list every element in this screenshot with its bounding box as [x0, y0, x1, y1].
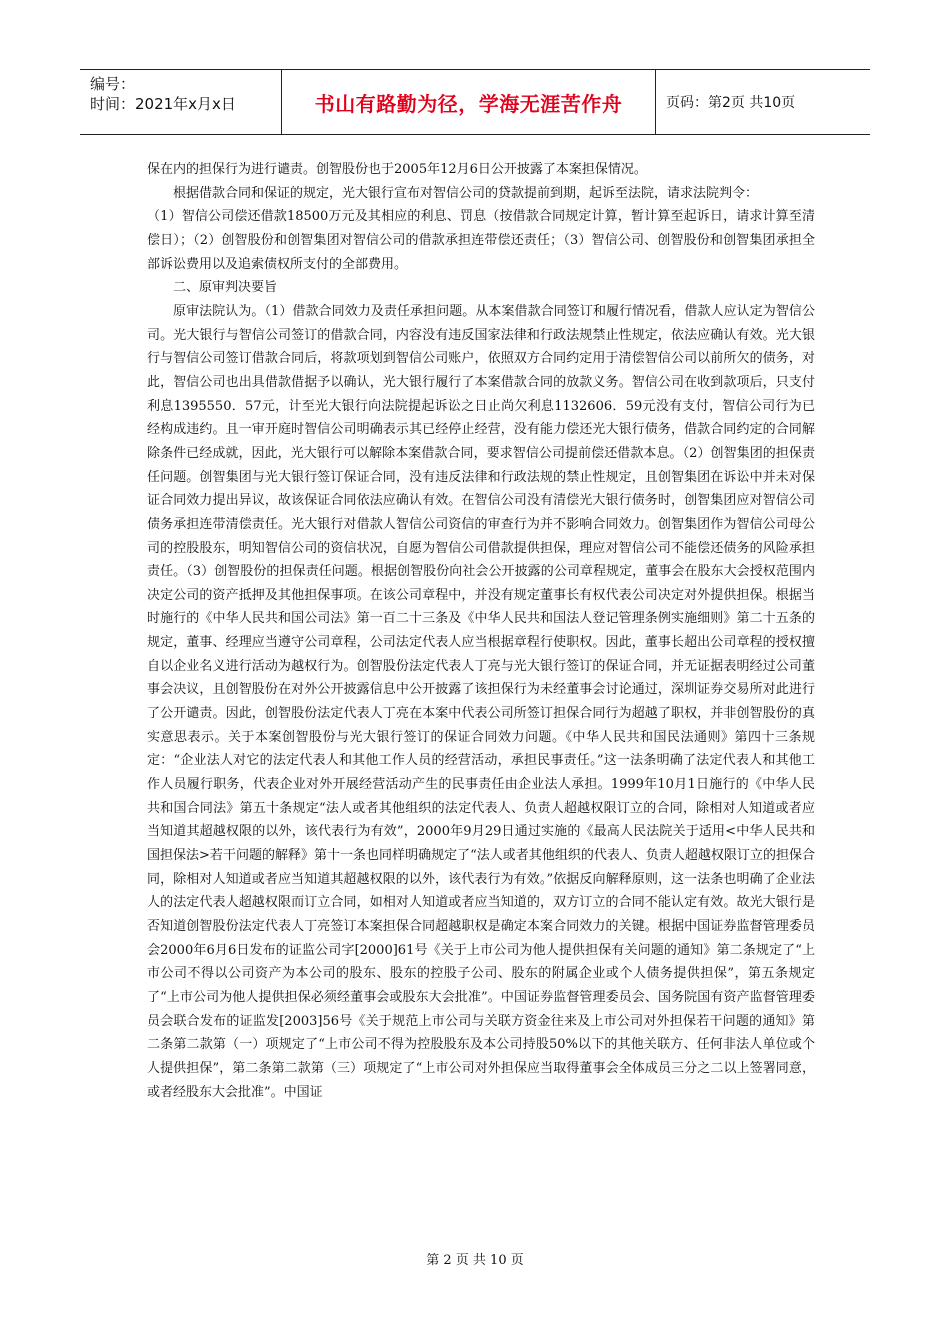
paragraph-claims: （1）智信公司偿还借款18500万元及其相应的利息、罚息（按借款合同规定计算，暂计算至起诉日，请求计算至清偿日）；（2）创智股份和创智集团对智信公司的借款承担连带偿还责任；（3）智信公司、创智股份和创智集团承担全部诉讼费用以及追索债权所支付的全部费用。 [147, 209, 815, 272]
header-motto: 书山有路勤为径，学海无涯苦作舟 [282, 70, 656, 134]
number-label: 编号： [90, 75, 136, 93]
page-footer: 第 2 页 共 10 页 [426, 1253, 524, 1268]
document-body [147, 158, 815, 1104]
section-heading: 二、原审判决要旨 [173, 280, 278, 296]
paragraph-claim-intro: 根据借款合同和保证的规定，光大银行宣布对智信公司的贷款提前到期，起诉至法院，请求法院判令： [173, 185, 759, 201]
page-header [80, 69, 870, 135]
header-page-info: 页码：第2页 共10页 [666, 95, 796, 111]
paragraph-continuation: 保在内的担保行为进行谴责。创智股份也于2005年12月6日公开披露了本案担保情况。 [147, 162, 647, 177]
header-meta [80, 70, 282, 134]
time-label: 时间：2021年x月x日 [90, 95, 236, 113]
paragraph-judgment: 原审法院认为。（1）借款合同效力及责任承担问题。从本案借款合同签订和履行情况看，借款人应认定为智信公司。光大银行与智信公司签订的借款合同，内容没有违反国家法律和行政法规禁止性规定，依法应确认有效。光大银行与智信公司签订借款合同后，将款项划到智信公司账户，依照双方合同约定用于清偿智信公司以前所欠的债务，对此，智信公司也出具借款借据予以确认，光大银行履行了本案借款合同的放款义务。智信公司在收到款项后，只支付利息1395550．57元，计至光大银行向法院提起诉讼之日止尚欠利息1132606．59元没有支付，智信公司行为已经构成违约。且一审开庭时智信公司明确表示其已经停止经营，没有能力偿还光大银行债务，借款合同约定的合同解除条件已经成就，因此，光大银行可以解除本案借款合同，要求智信公司提前偿还借款本息。（2）创智集团的担保责任问题。创智集团与光大银行签订保证合同，没有违反法律和行政法规的禁止性规定，且创智集团在诉讼中并未对保证合同效力提出异议，故该保证合同依法应确认有效。在智信公司没有清偿光大银行债务时，创智集团应对智信公司债务承担连带清偿责任。光大银行对借款人智信公司资信的审查行为并不影响合同效力。创智集团作为智信公司母公司的控股股东，明知智信公司的资信状况，自愿为智信公司借款提供担保，理应对智信公司不能偿还债务的风险承担责任。（3）创智股份的担保责任问题。根据创智股份向社会公开披露的公司章程规定，董事会在股东大会授权范围内决定公司的资产抵押及其他担保事项。在该公司章程中，并没有规定董事长有权代表公司决定对外提供担保。根据当时施行的《中华人民共和国公司法》第一百二十三条及《中华人民共和国法人登记管理条例实施细则》第二十五条的规定，董事、经理应当遵守公司章程，公司法定代表人应当根据章程行使职权。因此，董事长超出公司章程的授权擅自以企业名义进行活动为越权行为。创智股份法定代表人丁亮与光大银行签订的保证合同，并无证据表明经过公司董事会决议，且创智股份在对外公开披露信息中公开披露了该担保行为未经董事会讨论通过，深圳证券交易所对此进行了公开谴责。因此，创智股份法定代表人丁亮在本案中代表公司所签订担保合同行为超越了职权，并非创智股份的真实意思表示。关于本案创智股份与光大银行签订的保证合同效力问题。《中华人民共和国民法通则》第四十三条规定：“企业法人对它的法定代表人和其他工作人员的经营活动，承担民事责任。”这一法条明确了法定代表人和其他工作人员履行职务，代表企业对外开展经营活动产生的民事责任由企业法人承担。1999年10月1日施行的《中华人民共和国合同法》第五十条规定“法人或者其他组织的法定代表人、负责人超越权限订立的合同，除相对人知道或者应当知道其超越权限的以外，该代表行为有效”，2000年9月29日通过实施的《最高人民法院关于适用<中华人民共和国担保法>若干问题的解释》第十一条也同样明确规定了“法人或者其他组织的代表人、负责人超越权限订立的担保合同，除相对人知道或者应当知道其超越权限的以外，该代表行为有效。”依据反向解释原则，这一法条也明确了企业法人的法定代表人超越权限而订立合同，如相对人知道或者应当知道的，双方订立的合同不能认定有效。故光大银行是否知道创智股份法定代表人丁亮签订本案担保合同超越职权是确定本案合同效力的关键。根据中国证券监督管理委员会2000年6月6日发布的证监公司字[2000]61号《关于上市公司为他人提供担保有关问题的通知》第二条规定了“上市公司不得以公司资产为本公司的股东、股东的控股子公司、股东的附属企业或个人债务提供担保”，第五条规定了“上市公司为他人提供担保必须经董事会或股东大会批准”。中国证券监督管理委员会、国务院国有资产监督管理委员会联合发布的证监发[2003]56号《关于规范上市公司与关联方资金往来及上市公司对外担保若干问题的通知》第二条第二款第（一）项规定了“上市公司不得为控股股东及本公司持股50%以下的其他关联方、任何非法人单位或个人提供担保”，第二条第二款第（三）项规定了“上市公司对外担保应当取得董事会全体成员三分之二以上签署同意，或者经股东大会批准”。中国证 [147, 303, 815, 1100]
